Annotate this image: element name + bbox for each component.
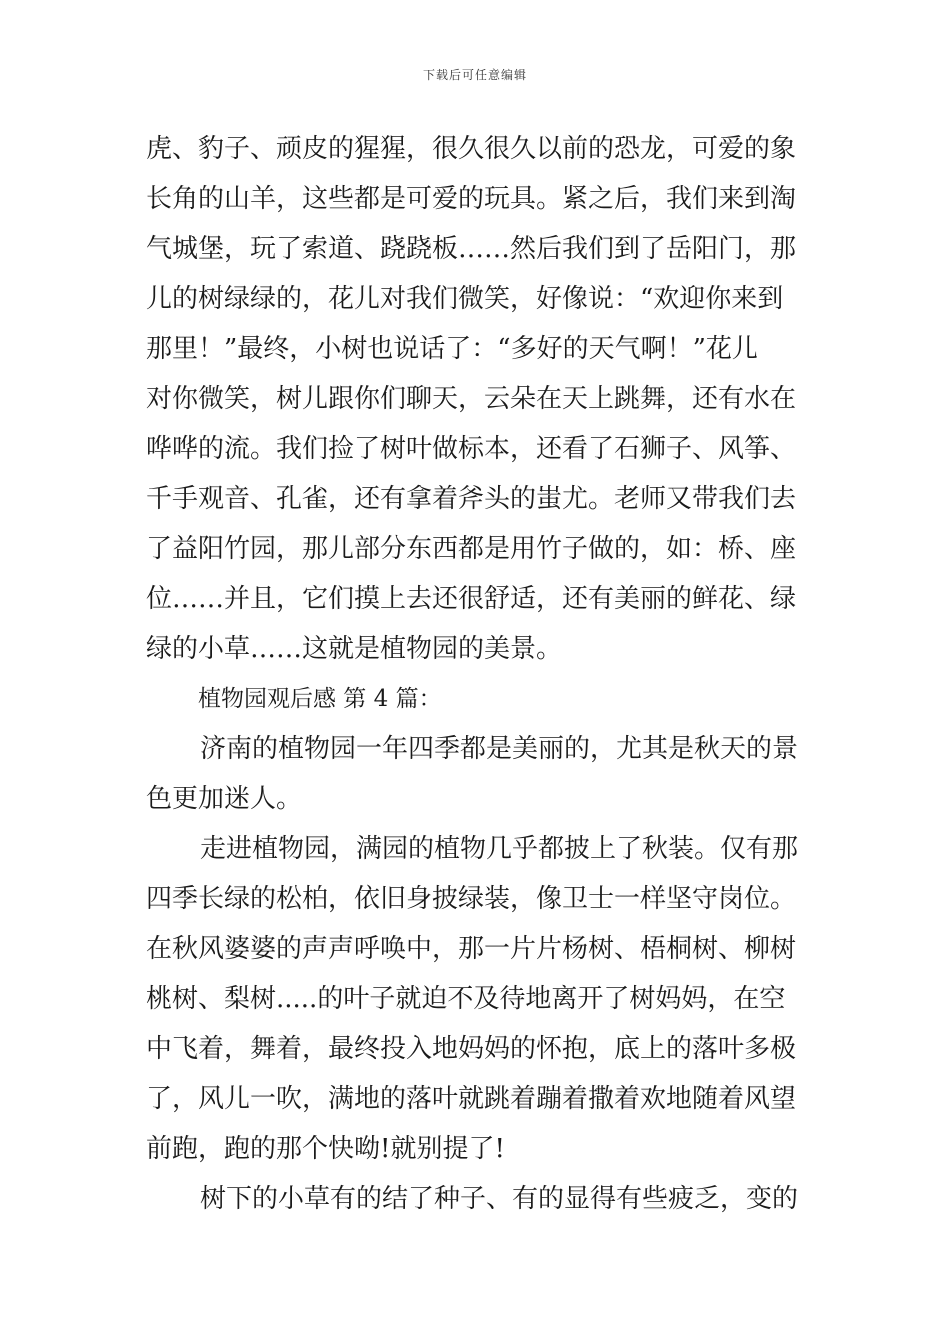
text-line: 色更加迷人。 <box>146 784 303 814</box>
text-line: 气城堡，玩了索道、跷跷板……然后我们到了岳阳门，那 <box>146 234 797 264</box>
text-line: 了，风儿一吹，满地的落叶就跳着蹦着撒着欢地随着风望 <box>146 1084 797 1114</box>
section-heading: 植物园观后感 第 4 篇： <box>198 686 442 712</box>
text-line: 那里！”最终，小树也说话了：“多好的天气啊！”花儿 <box>146 334 758 364</box>
page-header-note: 下载后可任意编辑 <box>422 68 527 82</box>
text-line: 对你微笑，树儿跟你们聊天，云朵在天上跳舞，还有水在 <box>146 384 797 414</box>
text-line: 四季长绿的松柏，依旧身披绿装，像卫士一样坚守岗位。 <box>146 884 797 914</box>
document-body <box>146 124 808 1224</box>
text-line: 中飞着，舞着，最终投入地妈妈的怀抱，底上的落叶多极 <box>146 1034 797 1064</box>
text-line: 桃树、梨树.....的叶子就迫不及待地离开了树妈妈，在空 <box>146 984 786 1014</box>
paragraph-first-line: 济南的植物园一年四季都是美丽的，尤其是秋天的景 <box>200 734 799 764</box>
text-line: 虎、豹子、顽皮的猩猩，很久很久以前的恐龙，可爱的象 <box>146 134 797 164</box>
text-line: 了益阳竹园，那儿部分东西都是用竹子做的，如：桥、座 <box>146 534 797 564</box>
paragraph-first-line: 走进植物园，满园的植物几乎都披上了秋装。仅有那 <box>200 834 799 864</box>
text-line: 长角的山羊，这些都是可爱的玩具。紧之后，我们来到淘 <box>146 184 797 214</box>
text-line: 在秋风婆婆的声声呼唤中，那一片片杨树、梧桐树、柳树 <box>146 934 797 964</box>
text-line: 位……并且，它们摸上去还很舒适，还有美丽的鲜花、绿 <box>146 584 797 614</box>
paragraph-first-line: 树下的小草有的结了种子、有的显得有些疲乏，变的 <box>200 1184 799 1214</box>
text-line: 儿的树绿绿的，花儿对我们微笑，好像说：“欢迎你来到 <box>146 284 784 314</box>
text-line: 绿的小草……这就是植物园的美景。 <box>146 634 563 664</box>
text-line: 前跑，跑的那个快呦!就别提了! <box>146 1134 505 1164</box>
text-line: 千手观音、孔雀，还有拿着斧头的蚩尤。老师又带我们去 <box>146 484 797 514</box>
text-line: 哗哗的流。我们捡了树叶做标本，还看了石狮子、风筝、 <box>146 434 797 464</box>
